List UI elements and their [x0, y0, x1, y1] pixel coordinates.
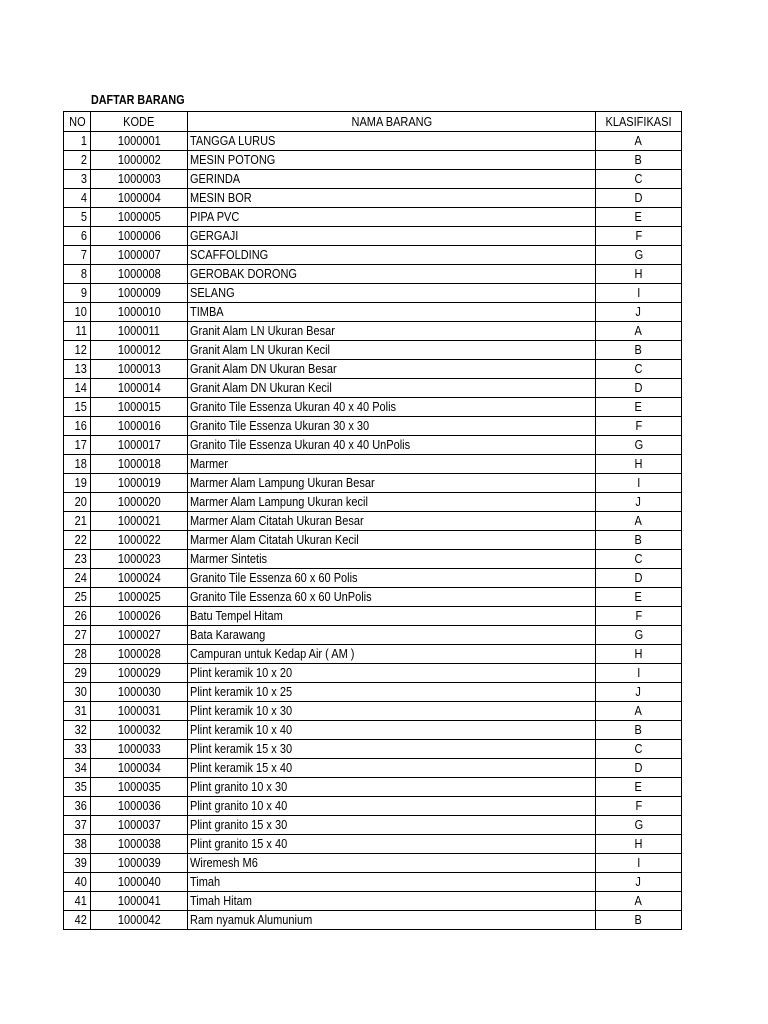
kode-cell: 1000037	[91, 816, 188, 835]
no-cell: 14	[64, 379, 91, 398]
header-no: NO	[64, 112, 91, 132]
klasifikasi-cell: J	[596, 873, 682, 892]
table-row	[64, 778, 682, 797]
table-row	[64, 246, 682, 265]
table-row	[64, 588, 682, 607]
no-cell: 18	[64, 455, 91, 474]
nama-barang-cell: Plint keramik 10 x 20	[188, 664, 596, 683]
nama-barang-cell: Granito Tile Essenza Ukuran 40 x 40 Polis	[188, 398, 596, 417]
kode-cell: 1000020	[91, 493, 188, 512]
kode-cell: 1000024	[91, 569, 188, 588]
klasifikasi-cell: C	[596, 360, 682, 379]
no-cell: 21	[64, 512, 91, 531]
nama-barang-cell: Plint keramik 10 x 40	[188, 721, 596, 740]
nama-barang-cell: Plint keramik 10 x 25	[188, 683, 596, 702]
no-cell: 12	[64, 341, 91, 360]
no-cell: 7	[64, 246, 91, 265]
kode-cell: 1000017	[91, 436, 188, 455]
no-cell: 41	[64, 892, 91, 911]
kode-cell: 1000038	[91, 835, 188, 854]
table-row	[64, 474, 682, 493]
klasifikasi-cell: H	[596, 455, 682, 474]
table-row	[64, 398, 682, 417]
nama-barang-cell: MESIN BOR	[188, 189, 596, 208]
nama-barang-cell: SELANG	[188, 284, 596, 303]
klasifikasi-cell: B	[596, 151, 682, 170]
klasifikasi-cell: F	[596, 797, 682, 816]
kode-cell: 1000031	[91, 702, 188, 721]
nama-barang-cell: Timah Hitam	[188, 892, 596, 911]
klasifikasi-cell: B	[596, 721, 682, 740]
no-cell: 38	[64, 835, 91, 854]
klasifikasi-cell: G	[596, 816, 682, 835]
nama-barang-cell: Granito Tile Essenza 60 x 60 Polis	[188, 569, 596, 588]
nama-barang-cell: GEROBAK DORONG	[188, 265, 596, 284]
table-row	[64, 873, 682, 892]
table-row	[64, 759, 682, 778]
nama-barang-cell: Marmer Sintetis	[188, 550, 596, 569]
kode-cell: 1000019	[91, 474, 188, 493]
no-cell: 27	[64, 626, 91, 645]
table-row	[64, 721, 682, 740]
kode-cell: 1000013	[91, 360, 188, 379]
no-cell: 15	[64, 398, 91, 417]
nama-barang-cell: Plint keramik 15 x 40	[188, 759, 596, 778]
nama-barang-cell: Plint granito 10 x 40	[188, 797, 596, 816]
document-title: DAFTAR BARANG	[91, 93, 185, 107]
table-row	[64, 816, 682, 835]
klasifikasi-cell: J	[596, 493, 682, 512]
klasifikasi-cell: H	[596, 835, 682, 854]
kode-cell: 1000035	[91, 778, 188, 797]
table-row	[64, 360, 682, 379]
kode-cell: 1000027	[91, 626, 188, 645]
kode-cell: 1000040	[91, 873, 188, 892]
kode-cell: 1000016	[91, 417, 188, 436]
nama-barang-cell: Granit Alam DN Ukuran Besar	[188, 360, 596, 379]
table-row	[64, 208, 682, 227]
kode-cell: 1000023	[91, 550, 188, 569]
kode-cell: 1000042	[91, 911, 188, 930]
klasifikasi-cell: A	[596, 322, 682, 341]
table-row	[64, 455, 682, 474]
kode-cell: 1000012	[91, 341, 188, 360]
no-cell: 29	[64, 664, 91, 683]
no-cell: 34	[64, 759, 91, 778]
table-row	[64, 797, 682, 816]
kode-cell: 1000039	[91, 854, 188, 873]
table-row	[64, 132, 682, 151]
table-row	[64, 227, 682, 246]
nama-barang-cell: Granit Alam LN Ukuran Kecil	[188, 341, 596, 360]
table-row	[64, 911, 682, 930]
no-cell: 40	[64, 873, 91, 892]
kode-cell: 1000008	[91, 265, 188, 284]
table-row	[64, 892, 682, 911]
klasifikasi-cell: J	[596, 303, 682, 322]
nama-barang-cell: Plint keramik 15 x 30	[188, 740, 596, 759]
table-row	[64, 189, 682, 208]
table-row	[64, 284, 682, 303]
klasifikasi-cell: E	[596, 588, 682, 607]
kode-cell: 1000005	[91, 208, 188, 227]
no-cell: 35	[64, 778, 91, 797]
no-cell: 17	[64, 436, 91, 455]
header-klasifikasi: KLASIFIKASI	[596, 112, 682, 132]
no-cell: 24	[64, 569, 91, 588]
klasifikasi-cell: B	[596, 911, 682, 930]
no-cell: 13	[64, 360, 91, 379]
kode-cell: 1000034	[91, 759, 188, 778]
header-row	[64, 112, 682, 132]
table-row	[64, 664, 682, 683]
table-row	[64, 151, 682, 170]
klasifikasi-cell: A	[596, 892, 682, 911]
table-row	[64, 626, 682, 645]
klasifikasi-cell: C	[596, 550, 682, 569]
klasifikasi-cell: B	[596, 341, 682, 360]
table-row	[64, 303, 682, 322]
table-row	[64, 341, 682, 360]
table-row	[64, 531, 682, 550]
nama-barang-cell: Campuran untuk Kedap Air ( AM )	[188, 645, 596, 664]
klasifikasi-cell: F	[596, 417, 682, 436]
kode-cell: 1000004	[91, 189, 188, 208]
nama-barang-cell: Plint keramik 10 x 30	[188, 702, 596, 721]
header-nama-barang: NAMA BARANG	[188, 112, 596, 132]
nama-barang-cell: Granito Tile Essenza Ukuran 40 x 40 UnPolis	[188, 436, 596, 455]
nama-barang-cell: Granit Alam LN Ukuran Besar	[188, 322, 596, 341]
no-cell: 26	[64, 607, 91, 626]
nama-barang-cell: Plint granito 10 x 30	[188, 778, 596, 797]
klasifikasi-cell: G	[596, 436, 682, 455]
nama-barang-cell: Bata Karawang	[188, 626, 596, 645]
klasifikasi-cell: D	[596, 569, 682, 588]
table-row	[64, 854, 682, 873]
kode-cell: 1000026	[91, 607, 188, 626]
no-cell: 5	[64, 208, 91, 227]
no-cell: 23	[64, 550, 91, 569]
item-table	[63, 111, 682, 930]
no-cell: 31	[64, 702, 91, 721]
nama-barang-cell: Marmer Alam Lampung Ukuran Besar	[188, 474, 596, 493]
header-kode: KODE	[91, 112, 188, 132]
kode-cell: 1000028	[91, 645, 188, 664]
kode-cell: 1000014	[91, 379, 188, 398]
kode-cell: 1000002	[91, 151, 188, 170]
table-row	[64, 683, 682, 702]
klasifikasi-cell: I	[596, 474, 682, 493]
no-cell: 33	[64, 740, 91, 759]
kode-cell: 1000041	[91, 892, 188, 911]
kode-cell: 1000032	[91, 721, 188, 740]
klasifikasi-cell: J	[596, 683, 682, 702]
table-row	[64, 379, 682, 398]
kode-cell: 1000025	[91, 588, 188, 607]
klasifikasi-cell: D	[596, 189, 682, 208]
nama-barang-cell: Ram nyamuk Alumunium	[188, 911, 596, 930]
klasifikasi-cell: E	[596, 398, 682, 417]
no-cell: 1	[64, 132, 91, 151]
no-cell: 39	[64, 854, 91, 873]
no-cell: 3	[64, 170, 91, 189]
kode-cell: 1000003	[91, 170, 188, 189]
table-row	[64, 322, 682, 341]
klasifikasi-cell: D	[596, 379, 682, 398]
kode-cell: 1000022	[91, 531, 188, 550]
kode-cell: 1000009	[91, 284, 188, 303]
kode-cell: 1000018	[91, 455, 188, 474]
klasifikasi-cell: C	[596, 170, 682, 189]
no-cell: 28	[64, 645, 91, 664]
table-row	[64, 550, 682, 569]
nama-barang-cell: Marmer Alam Citatah Ukuran Kecil	[188, 531, 596, 550]
no-cell: 30	[64, 683, 91, 702]
klasifikasi-cell: E	[596, 208, 682, 227]
nama-barang-cell: Timah	[188, 873, 596, 892]
nama-barang-cell: Granito Tile Essenza 60 x 60 UnPolis	[188, 588, 596, 607]
kode-cell: 1000010	[91, 303, 188, 322]
klasifikasi-cell: H	[596, 265, 682, 284]
no-cell: 10	[64, 303, 91, 322]
no-cell: 19	[64, 474, 91, 493]
klasifikasi-cell: F	[596, 227, 682, 246]
klasifikasi-cell: G	[596, 626, 682, 645]
nama-barang-cell: Plint granito 15 x 30	[188, 816, 596, 835]
klasifikasi-cell: A	[596, 702, 682, 721]
klasifikasi-cell: C	[596, 740, 682, 759]
kode-cell: 1000015	[91, 398, 188, 417]
kode-cell: 1000001	[91, 132, 188, 151]
nama-barang-cell: Granit Alam DN Ukuran Kecil	[188, 379, 596, 398]
kode-cell: 1000011	[91, 322, 188, 341]
table-row	[64, 493, 682, 512]
nama-barang-cell: Marmer	[188, 455, 596, 474]
nama-barang-cell: TANGGA LURUS	[188, 132, 596, 151]
nama-barang-cell: Marmer Alam Lampung Ukuran kecil	[188, 493, 596, 512]
nama-barang-cell: PIPA PVC	[188, 208, 596, 227]
no-cell: 37	[64, 816, 91, 835]
no-cell: 32	[64, 721, 91, 740]
nama-barang-cell: Granito Tile Essenza Ukuran 30 x 30	[188, 417, 596, 436]
no-cell: 6	[64, 227, 91, 246]
klasifikasi-cell: I	[596, 854, 682, 873]
table-row	[64, 417, 682, 436]
klasifikasi-cell: A	[596, 512, 682, 531]
table-row	[64, 170, 682, 189]
table-row	[64, 569, 682, 588]
table-row	[64, 702, 682, 721]
table-row	[64, 607, 682, 626]
kode-cell: 1000007	[91, 246, 188, 265]
klasifikasi-cell: H	[596, 645, 682, 664]
nama-barang-cell: GERGAJI	[188, 227, 596, 246]
nama-barang-cell: TIMBA	[188, 303, 596, 322]
klasifikasi-cell: A	[596, 132, 682, 151]
no-cell: 42	[64, 911, 91, 930]
table-row	[64, 645, 682, 664]
no-cell: 2	[64, 151, 91, 170]
kode-cell: 1000006	[91, 227, 188, 246]
no-cell: 16	[64, 417, 91, 436]
nama-barang-cell: Plint granito 15 x 40	[188, 835, 596, 854]
table-row	[64, 835, 682, 854]
klasifikasi-cell: B	[596, 531, 682, 550]
no-cell: 8	[64, 265, 91, 284]
table-row	[64, 265, 682, 284]
no-cell: 36	[64, 797, 91, 816]
klasifikasi-cell: F	[596, 607, 682, 626]
no-cell: 4	[64, 189, 91, 208]
no-cell: 25	[64, 588, 91, 607]
table-row	[64, 740, 682, 759]
table-row	[64, 512, 682, 531]
kode-cell: 1000036	[91, 797, 188, 816]
nama-barang-cell: GERINDA	[188, 170, 596, 189]
klasifikasi-cell: E	[596, 778, 682, 797]
table-row	[64, 436, 682, 455]
no-cell: 20	[64, 493, 91, 512]
nama-barang-cell: Batu Tempel Hitam	[188, 607, 596, 626]
nama-barang-cell: Wiremesh M6	[188, 854, 596, 873]
klasifikasi-cell: I	[596, 284, 682, 303]
nama-barang-cell: Marmer Alam Citatah Ukuran Besar	[188, 512, 596, 531]
no-cell: 9	[64, 284, 91, 303]
klasifikasi-cell: I	[596, 664, 682, 683]
no-cell: 22	[64, 531, 91, 550]
klasifikasi-cell: D	[596, 759, 682, 778]
no-cell: 11	[64, 322, 91, 341]
kode-cell: 1000029	[91, 664, 188, 683]
kode-cell: 1000021	[91, 512, 188, 531]
kode-cell: 1000033	[91, 740, 188, 759]
nama-barang-cell: SCAFFOLDING	[188, 246, 596, 265]
kode-cell: 1000030	[91, 683, 188, 702]
nama-barang-cell: MESIN POTONG	[188, 151, 596, 170]
klasifikasi-cell: G	[596, 246, 682, 265]
